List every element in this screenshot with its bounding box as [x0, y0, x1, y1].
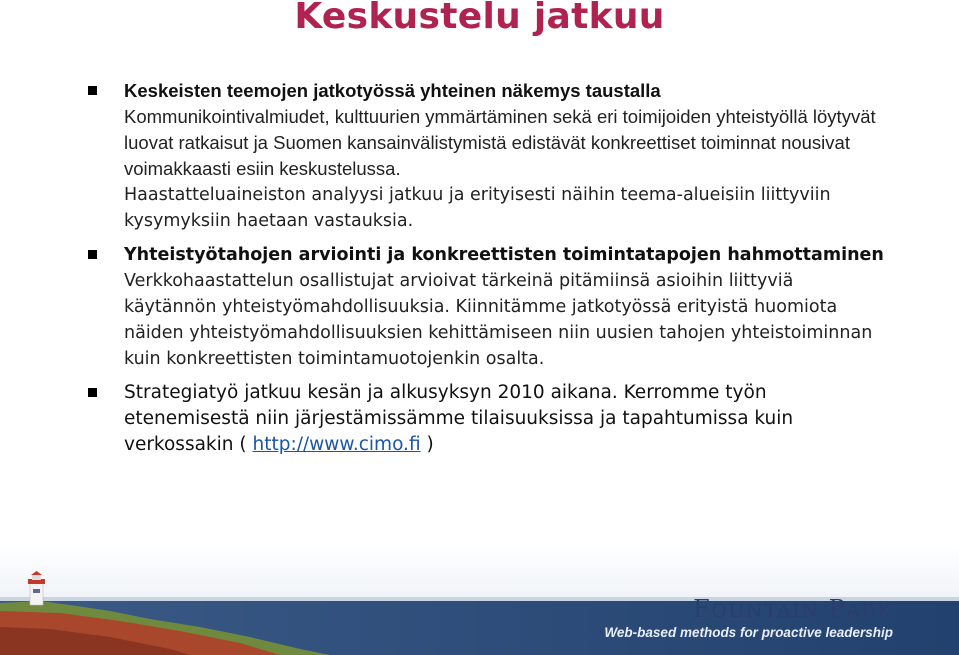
item-body: Verkkohaastattelun osallistujat arvioivat tärkeinä pitämiinsä asioihin liittyviä käytännön yhteistyömahdollisuuksia. Kiinnitämme jatkotyössä erityistä huomiota näiden yhteistyömahdollisuuksien kehittämiseen niin uusien tahojen yhteistoiminnan kuin konkreettisten toimintamuotojenkin osalta.: [124, 271, 873, 369]
item-text-before: Strategiatyö jatkuu kesän ja alkusyksyn 2010 aikana. Kerromme työn etenemisestä niin järjestämissämme tilaisuuksissa ja tapahtumissa kuin verkossakin (: [124, 382, 794, 455]
cimo-link[interactable]: http://www.cimo.fi: [252, 434, 421, 455]
fountain-park-logo: [604, 595, 893, 640]
brand-tagline: Web-based methods for proactive leadership: [604, 625, 893, 640]
square-bullet-icon: [88, 250, 97, 259]
square-bullet-icon: [88, 388, 97, 397]
brand-name: FOUNTAIN PARK: [693, 595, 893, 623]
item-text-after: ): [420, 434, 434, 455]
list-item: [86, 380, 886, 458]
slide-title: Keskustelu jatkuu: [294, 0, 665, 37]
bullet-list: [86, 78, 886, 466]
item-heading: Keskeisten teemojen jatkotyössä yhteinen näkemys taustalla: [124, 80, 661, 101]
list-item: [86, 242, 886, 372]
item-body-secondary: Haastatteluaineiston analyysi jatkuu ja erityisesti näihin teema-alueisiin liittyviin kysymyksiin haetaan vastauksia.: [124, 185, 831, 231]
item-body: Kommunikointivalmiudet, kulttuurien ymmärtäminen sekä eri toimijoiden yhteistyöllä löytyvät luovat ratkaisut ja Suomen kansainvälistymistä edistävät konkreettiset toiminnat nousivat voimakkaasti esiin keskustelussa.: [124, 106, 876, 179]
square-bullet-icon: [88, 86, 97, 95]
item-heading: Yhteistyötahojen arviointi ja konkreettisten toimintatapojen hahmottaminen: [124, 245, 884, 265]
list-item: [86, 78, 886, 234]
item-text: [124, 380, 886, 458]
